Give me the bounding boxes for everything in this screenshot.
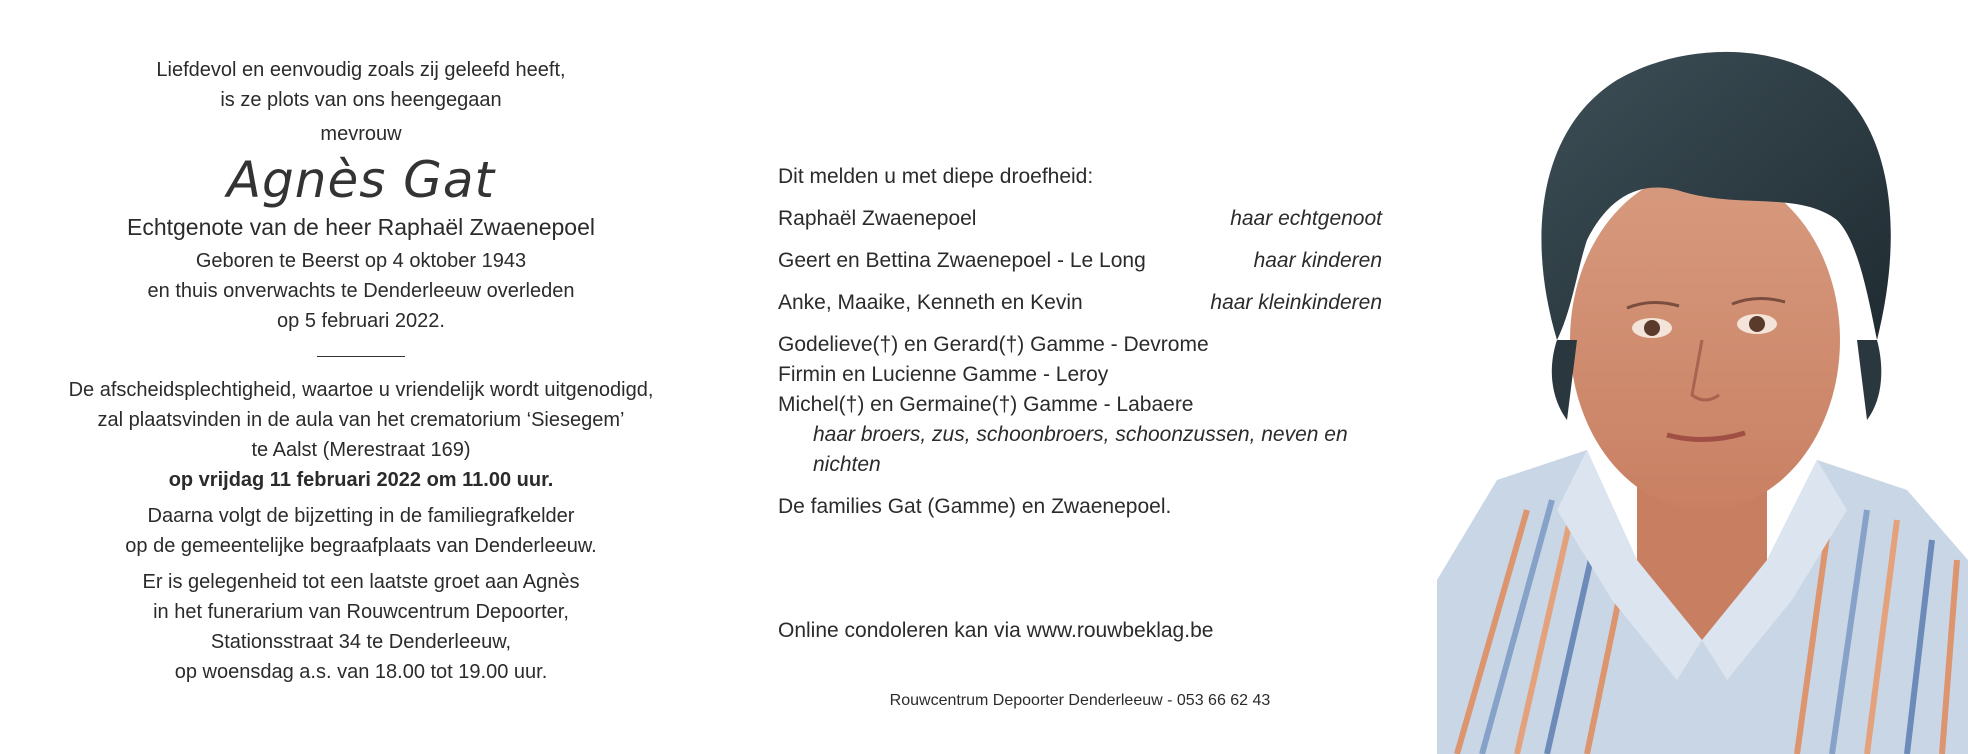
birth-line: Geboren te Beerst op 4 oktober 1943 <box>195 250 527 272</box>
family-relation: haar echtgenoot <box>1230 207 1382 230</box>
death-line-1: en thuis onverwachts te Denderleeuw overleden <box>147 280 575 302</box>
family-relation: haar kleinkinderen <box>1210 291 1382 314</box>
burial-line-1: Daarna volgt de bijzetting in de familiegrafkelder <box>147 505 575 527</box>
family-names: Raphaël Zwaenepoel <box>778 207 977 230</box>
visitation-line-2: in het funerarium van Rouwcentrum Depoorter, <box>153 601 569 623</box>
online-condolence: Online condoleren kan via www.rouwbeklag.be <box>778 619 1214 642</box>
siblings-block <box>778 330 1382 480</box>
visitation-line-4: op woensdag a.s. van 18.00 tot 19.00 uur. <box>174 661 548 683</box>
family-relation: haar kinderen <box>1253 249 1382 272</box>
intro-line-2: is ze plots van ons heengegaan <box>220 89 502 111</box>
divider <box>317 356 405 357</box>
family-row <box>778 246 1382 276</box>
families-line: De families Gat (Gamme) en Zwaenepoel. <box>778 495 1172 518</box>
siblings-relation: haar broers, zus, schoonbroers, schoonzussen, neven en nichten <box>813 423 1348 476</box>
intro-line-1: Liefdevol en eenvoudig zoals zij geleefd heeft, <box>156 59 566 81</box>
announcement-column <box>778 162 1382 522</box>
spouse-line: Echtgenote van de heer Raphaël Zwaenepoel <box>126 214 595 240</box>
sibling-line: Godelieve(†) en Gerard(†) Gamme - Devrome <box>778 333 1209 356</box>
sibling-line: Michel(†) en Germaine(†) Gamme - Labaere <box>778 393 1194 416</box>
portrait-photo <box>1437 40 1968 754</box>
family-row <box>778 204 1382 234</box>
ceremony-line-2: zal plaatsvinden in de aula van het crematorium ‘Siesegem’ <box>97 409 625 431</box>
family-row <box>778 288 1382 318</box>
visitation-line-1: Er is gelegenheid tot een laatste groet aan Agnès <box>142 571 580 593</box>
ceremony-line-1: De afscheidsplechtigheid, waartoe u vriendelijk wordt uitgenodigd, <box>68 379 654 401</box>
honorific: mevrouw <box>320 123 402 145</box>
family-names: Geert en Bettina Zwaenepoel - Le Long <box>778 249 1146 272</box>
visitation-line-3: Stationsstraat 34 te Denderleeuw, <box>210 631 512 653</box>
obituary-text-column <box>30 55 692 687</box>
death-line-2: op 5 februari 2022. <box>277 310 445 332</box>
deceased-name: Agnès Gat <box>226 151 496 209</box>
ceremony-date: op vrijdag 11 februari 2022 om 11.00 uur. <box>168 469 554 491</box>
announcement-heading: Dit melden u met diepe droefheid: <box>778 165 1094 188</box>
ceremony-line-3: te Aalst (Merestraat 169) <box>251 439 471 461</box>
funeral-home-footer: Rouwcentrum Depoorter Denderleeuw - 053 66 62 43 <box>889 692 1271 709</box>
family-names: Anke, Maaike, Kenneth en Kevin <box>778 291 1083 314</box>
sibling-line: Firmin en Lucienne Gamme - Leroy <box>778 363 1109 386</box>
burial-line-2: op de gemeentelijke begraafplaats van Denderleeuw. <box>125 535 597 557</box>
